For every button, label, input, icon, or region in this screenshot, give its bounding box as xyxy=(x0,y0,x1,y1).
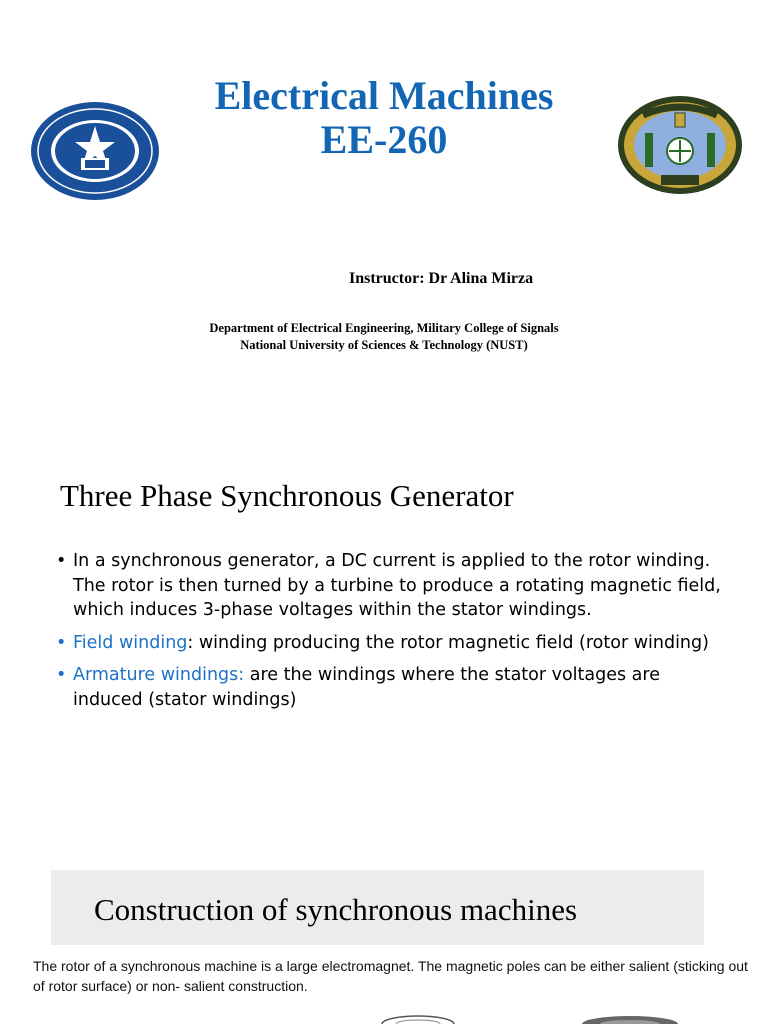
bullet-text: : winding producing the rotor magnetic field (rotor winding) xyxy=(187,632,709,653)
bullet-dot: • xyxy=(56,551,67,571)
bullet-term: Armature windings: xyxy=(73,665,245,685)
bullet-term: Field winding xyxy=(73,632,188,653)
bullet-text: In a synchronous generator, a DC current is applied to the rotor winding. The rotor is then turned by a turbine to produce a rotating magnetic field, which induces 3-phase voltages within the stator windings. xyxy=(73,551,721,620)
bullet-dot: • xyxy=(56,632,67,653)
bullet-text: are the windings where the stator voltages are induced (stator windings) xyxy=(73,665,660,710)
department-info xyxy=(0,320,768,354)
bullet-item xyxy=(54,549,734,623)
slide3-body-text: The rotor of a synchronous machine is a large electromagnet. The magnetic poles can be either salient (sticking out of rotor surface) or non- salient construction. xyxy=(33,958,748,994)
department-line2: National University of Sciences & Technology (NUST) xyxy=(240,338,528,352)
bullet-item xyxy=(54,631,734,656)
instructor-name: Instructor: Dr Alina Mirza xyxy=(349,270,534,287)
bullet-list xyxy=(54,549,734,720)
bullet-item xyxy=(54,663,734,712)
bullet-dot: • xyxy=(56,665,67,685)
rotor-image-partial xyxy=(380,1012,740,1024)
department-line1: Department of Electrical Engineering, Military College of Signals xyxy=(209,321,559,335)
course-title-line1: Electrical Machines xyxy=(214,73,554,118)
course-code: EE-260 xyxy=(320,117,448,162)
course-title xyxy=(0,74,768,162)
slide2-title: Three Phase Synchronous Generator xyxy=(60,478,514,513)
slide3-title: Construction of synchronous machines xyxy=(94,892,578,927)
